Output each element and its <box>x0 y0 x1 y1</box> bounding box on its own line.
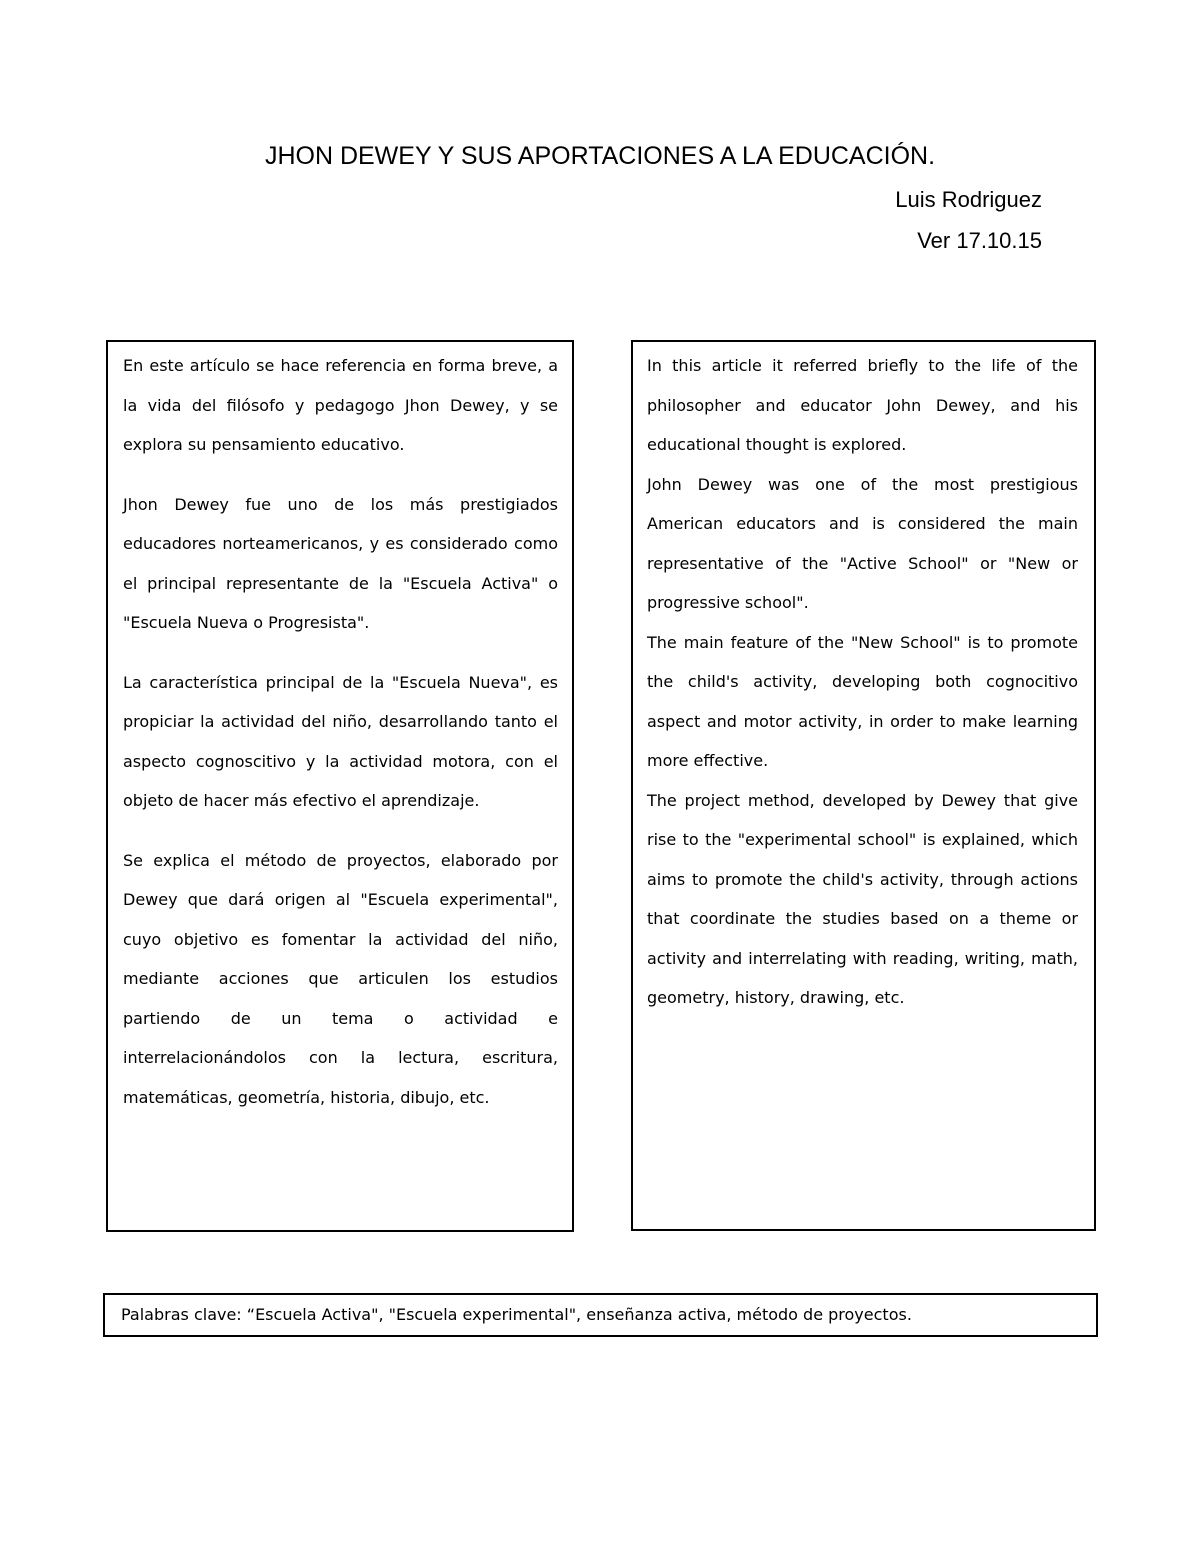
abstract-es-paragraph: En este artículo se hace referencia en forma breve, a la vida del filósofo y pedagogo Jhon Dewey, y se explora su pensamiento educativo. <box>123 356 558 454</box>
abstract-en-paragraph: The main feature of the "New School" is to promote the child's activity, developing both cognocitivo aspect and motor activity, in order to make learning more effective. <box>647 632 1078 770</box>
abstract-es-paragraph: La característica principal de la "Escuela Nueva", es propiciar la actividad del niño, desarrollando tanto el aspecto cognoscitivo y la actividad motora, con el objeto de hacer más efectivo el aprendizaje. <box>123 672 558 810</box>
abstract-es-paragraph: Jhon Dewey fue uno de los más prestigiados educadores norteamericanos, y es considerado como el principal representante de la "Escuela Activa" o "Escuela Nueva o Progresista". <box>123 494 558 632</box>
abstract-english-box <box>631 340 1096 1231</box>
document-version: Ver 17.10.15 <box>917 228 1042 253</box>
abstract-en-paragraph: John Dewey was one of the most prestigious American educators and is considered the main representative of the "Active School" or "New or progressive school". <box>647 474 1078 612</box>
abstract-en-paragraph: In this article it referred briefly to the life of the philosopher and educator John Dewey, and his educational thought is explored. <box>647 356 1078 454</box>
document-title: JHON DEWEY Y SUS APORTACIONES A LA EDUCACIÓN. <box>264 142 936 170</box>
author-name: Luis Rodriguez <box>895 187 1042 212</box>
keywords-box <box>103 1293 1098 1337</box>
abstract-en-paragraph: The project method, developed by Dewey that give rise to the "experimental school" is explained, which aims to promote the child's activity, through actions that coordinate the studies based on a theme or activity and interrelating with reading, writing, math, geometry, history, drawing, etc. <box>647 790 1078 1007</box>
keywords-text: Palabras clave: “Escuela Activa", "Escuela experimental", enseñanza activa, método de proyectos. <box>121 1305 912 1324</box>
abstract-es-paragraph: Se explica el método de proyectos, elaborado por Dewey que dará origen al "Escuela experimental", cuyo objetivo es fomentar la actividad del niño, mediante acciones que articulen los estudios partiendo de un tema o actividad e interrelacionándolos con la lectura, escritura, matemáticas, geometría, historia, dibujo, etc. <box>123 850 558 1107</box>
abstract-spanish-box <box>106 340 574 1232</box>
